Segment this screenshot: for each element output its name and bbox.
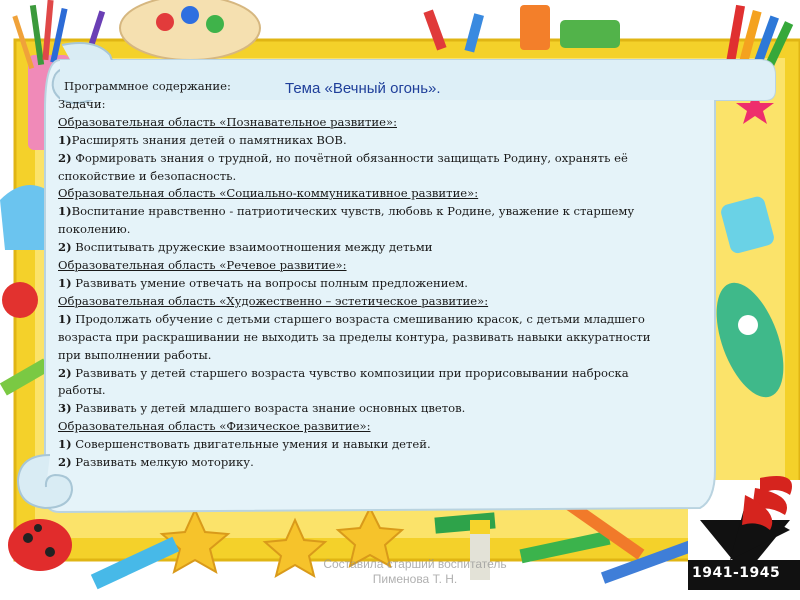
task-text: Расширять знания детей о памятниках ВОВ.	[71, 132, 347, 147]
task-item	[58, 400, 708, 418]
task-text: Развивать у детей младшего возраста знание основных цветов.	[71, 401, 466, 416]
task-item	[58, 347, 708, 365]
task-text: при выполнении работы.	[58, 347, 212, 362]
author-watermark	[290, 557, 540, 587]
task-item	[58, 203, 708, 221]
task-item	[58, 365, 708, 383]
task-number: 1)	[58, 311, 72, 326]
task-item	[58, 382, 708, 400]
task-item	[58, 436, 708, 454]
task-number: 2)	[58, 150, 72, 165]
task-item	[58, 311, 708, 329]
watermark-line-2: Пименова Т. Н.	[372, 572, 458, 586]
task-text: Развивать у детей старшего возраста чувство композиции при прорисовывании наброска	[71, 365, 629, 380]
section-heading: Образовательная область «Речевое развитие»:	[58, 258, 347, 273]
task-item	[58, 329, 708, 347]
task-item	[58, 239, 708, 257]
task-item	[58, 275, 708, 293]
task-text: Развивать умение отвечать на вопросы полным предложением.	[71, 275, 468, 290]
section-heading: Образовательная область «Познавательное развитие»:	[58, 114, 397, 129]
task-item	[58, 132, 708, 150]
task-number: 2)	[58, 365, 72, 380]
section-heading: Образовательная область «Художественно – эстетическое развитие»:	[58, 293, 489, 308]
task-text: поколению.	[58, 222, 131, 237]
tasks-label: Задачи:	[58, 96, 106, 111]
task-number: 3)	[58, 401, 72, 416]
page-title: Тема «Вечный огонь».	[285, 80, 441, 97]
section-heading: Образовательная область «Социально-коммуникативное развитие»:	[58, 186, 479, 201]
task-text: Продолжать обучение с детьми старшего возраста смешиванию красок, с детьми младшего	[71, 311, 645, 326]
task-text: Формировать знания о трудной, но почётной обязанности защищать Родину, охранять её	[71, 150, 628, 165]
task-number: 1)	[58, 275, 72, 290]
sections-list	[58, 114, 708, 472]
task-item	[58, 454, 708, 472]
task-item	[58, 150, 708, 168]
task-number: 2)	[58, 240, 72, 255]
task-item	[58, 221, 708, 239]
task-number: 1)	[58, 437, 72, 452]
task-text: Развивать мелкую моторику.	[71, 455, 254, 470]
task-text: возраста при раскрашивании не выходить за пределы контура, развивать навыки аккуратности	[58, 329, 651, 344]
watermark-line-1: Составила старший воспитатель	[323, 557, 507, 571]
program-title: Программное содержание:	[64, 79, 231, 93]
task-text: спокойствие и безопасность.	[58, 168, 237, 183]
task-text: Воспитывать дружеские взаимоотношения между детьми	[71, 240, 433, 255]
task-number: 1)	[58, 204, 72, 219]
task-text: Воспитание нравственно - патриотических чувств, любовь к Родине, уважение к старшему	[71, 204, 635, 219]
task-number: 1)	[58, 132, 72, 147]
task-text: работы.	[58, 383, 106, 398]
program-content	[58, 78, 708, 508]
task-text: Совершенствовать двигательные умения и навыки детей.	[71, 437, 431, 452]
emblem-years: 1941-1945	[692, 565, 781, 581]
task-number: 2)	[58, 455, 72, 470]
section-heading: Образовательная область «Физическое развитие»:	[58, 419, 371, 434]
task-item	[58, 168, 708, 186]
